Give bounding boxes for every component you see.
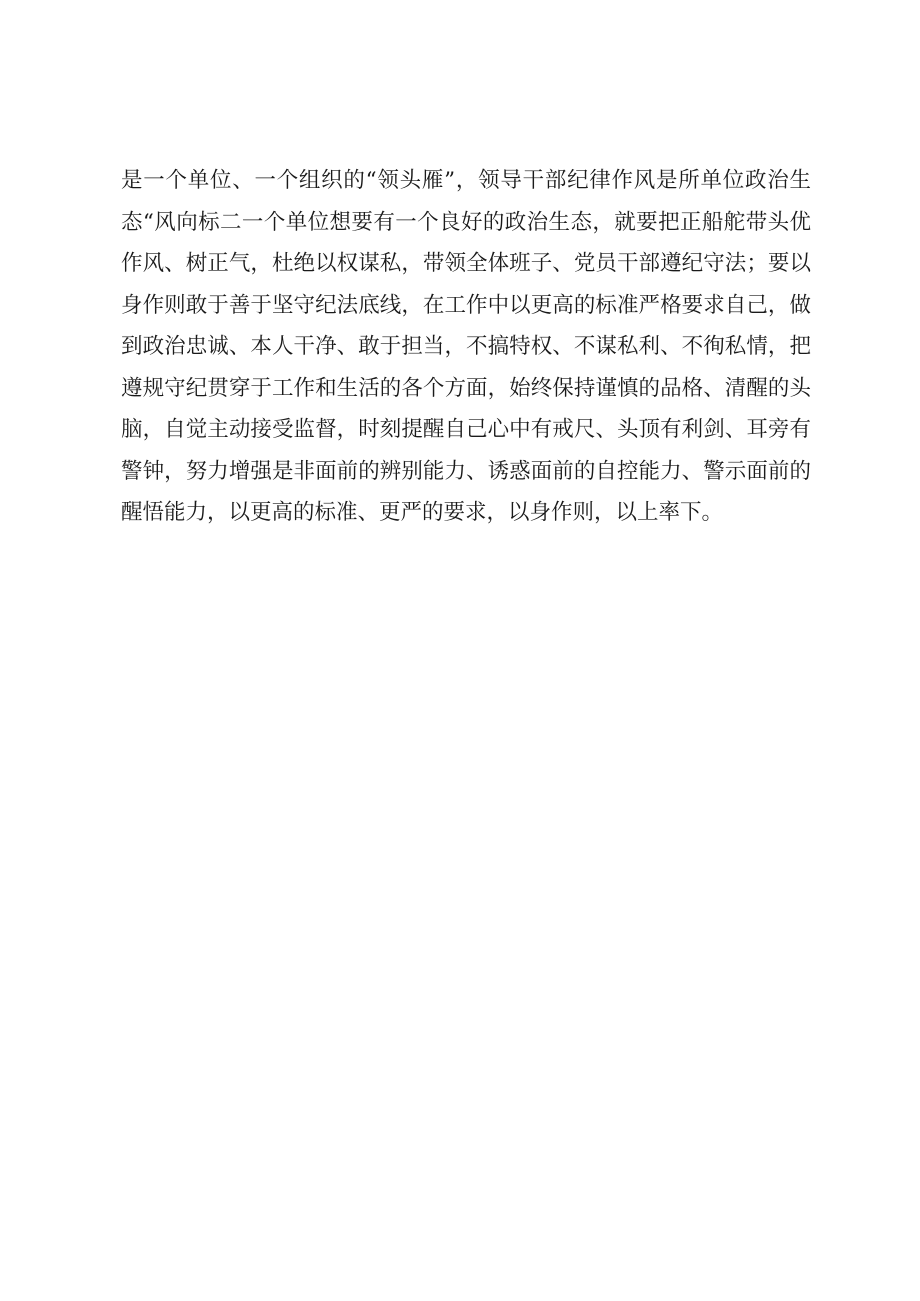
- paragraph-line-1: 是一个单位、一个组织的“领头雁”，领导干部纪律作风是所单位政治生: [121, 168, 811, 193]
- body-paragraph: [121, 160, 811, 534]
- paragraph-line-9: 醒悟能力，以更高的标准、更严的要求，以身作则，以上率下。: [121, 500, 724, 525]
- paragraph-line-7: 脑，自觉主动接受监督，时刻提醒自己心中有戒尺、头顶有利剑、耳旁有: [121, 417, 811, 442]
- paragraph-line-6: 遵规守纪贯穿于工作和生活的各个方面，始终保持谨慎的品格、清醒的头: [121, 375, 811, 401]
- paragraph-line-4: 身作则敢于善于坚守纪法底线，在工作中以更高的标准严格要求自己，做: [121, 292, 811, 318]
- paragraph-line-5: 到政治忠诚、本人干净、敢于担当，不搞特权、不谋私利、不徇私情，把: [121, 334, 811, 359]
- paragraph-line-8: 警钟，努力增强是非面前的辨别能力、诱惑面前的自控能力、警示面前的: [121, 458, 811, 484]
- paragraph-line-2: 态“风向标二一个单位想要有一个良好的政治生态，就要把正船舵带头优: [121, 209, 811, 235]
- paragraph-line-3: 作风、树正气，杜绝以权谋私，带领全体班子、党员干部遵纪守法；要以: [121, 251, 811, 276]
